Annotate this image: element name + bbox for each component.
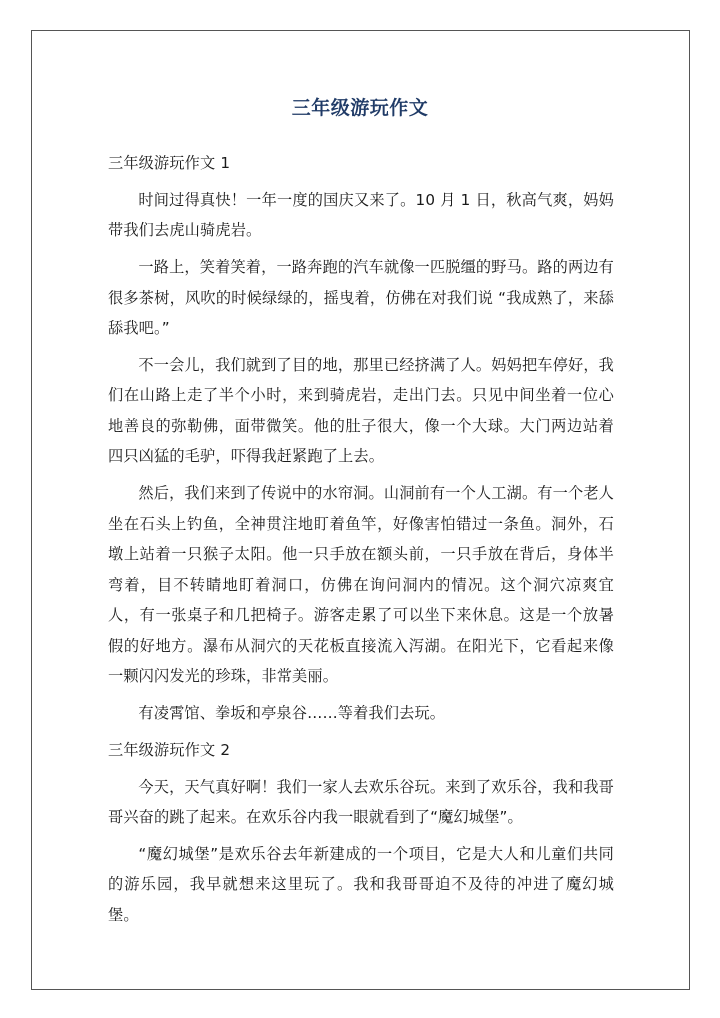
- paragraph: 然后，我们来到了传说中的水帘洞。山洞前有一个人工湖。有一个老人坐在石头上钓鱼，全神贯注地盯着鱼竿，好像害怕错过一条鱼。洞外，石墩上站着一只猴子太阳。他一只手放在额头前，一只手放在背后，身体半弯着，目不转睛地盯着洞口，仿佛在询问洞内的情况。这个洞穴凉爽宜人，有一张桌子和几把椅子。游客走累了可以坐下来休息。这是一个放暑假的好地方。瀑布从洞穴的天花板直接流入泻湖。在阳光下，它看起来像一颗闪闪发光的珍珠，非常美丽。: [108, 484, 614, 686]
- paragraph: 一路上，笑着笑着，一路奔跑的汽车就像一匹脱缰的野马。路的两边有很多茶树，风吹的时候绿绿的，摇曳着，仿佛在对我们说 “我成熟了，来舔舔我吧。”: [108, 258, 614, 338]
- paragraph: “魔幻城堡”是欢乐谷去年新建成的一个项目，它是大人和儿童们共同的游乐园，我早就想来这里玩了。我和我哥哥迫不及待的冲进了魔幻城堡。: [108, 844, 614, 924]
- document-body: [108, 148, 614, 937]
- paragraph: 今天，天气真好啊！我们一家人去欢乐谷玩。来到了欢乐谷，我和我哥哥兴奋的跳了起来。在欢乐谷内我一眼就看到了“魔幻城堡”。: [108, 777, 614, 827]
- section-heading-1: 三年级游玩作文 1: [108, 154, 231, 172]
- paragraph: 有凌霄馆、拳坂和亭泉谷……等着我们去玩。: [138, 703, 446, 722]
- section-heading-2: 三年级游玩作文 2: [108, 740, 231, 759]
- paragraph: 时间过得真快！一年一度的国庆又来了。10 月 1 日，秋高气爽，妈妈带我们去虎山骑虎岩。: [108, 190, 614, 240]
- paragraph: 不一会儿，我们就到了目的地，那里已经挤满了人。妈妈把车停好，我们在山路上走了半个小时，来到骑虎岩，走出门去。只见中间坐着一位心地善良的弥勒佛，面带微笑。他的肚子很大，像一个大球。大门两边站着四只凶猛的毛驴，吓得我赶紧跑了上去。: [108, 355, 614, 466]
- document-title: 三年级游玩作文: [291, 97, 429, 119]
